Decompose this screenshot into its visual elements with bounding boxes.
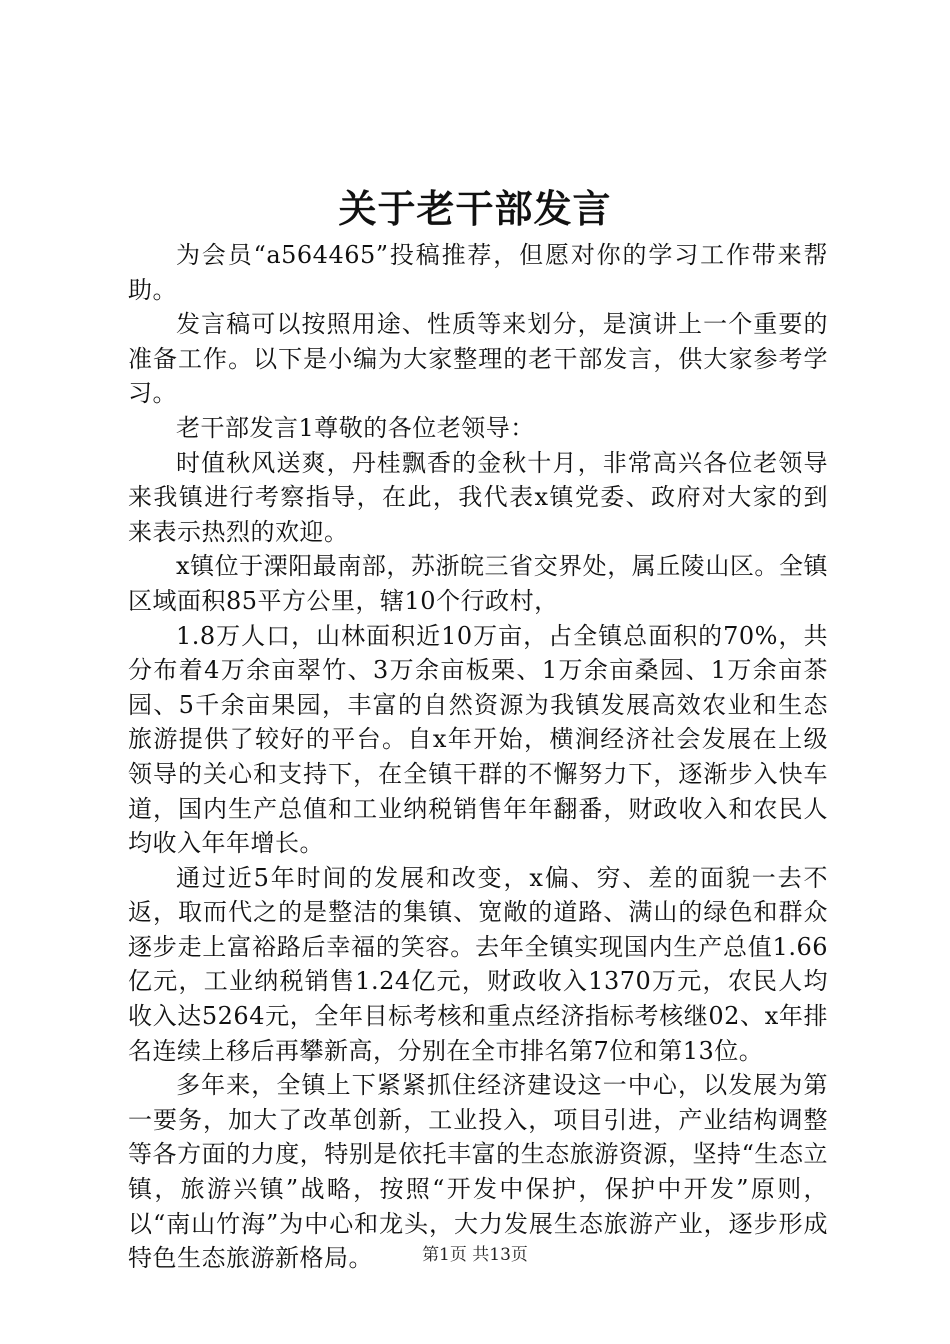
paragraph-7: 通过近5年时间的发展和改变，x偏、穷、差的面貌一去不返，取而代之的是整洁的集镇、宽敞的道路、满山的绿色和群众逐步走上富裕路后幸福的笑容。去年全镇实现国内生产总值1.66亿元，工业纳税销售1.24亿元，财政收入1370万元，农民人均收入达5264元，全年目标考核和重点经济指标考核继02、x年排名连续上移后再攀新高，分别在全市排名第7位和第13位。 (128, 863, 828, 1065)
document-body (128, 238, 828, 1276)
paragraph-2: 发言稿可以按照用途、性质等来划分，是演讲上一个重要的准备工作。以下是小编为大家整理的老干部发言，供大家参考学习。 (128, 310, 828, 408)
document-title: 关于老干部发言 (338, 186, 612, 231)
paragraph-5: x镇位于溧阳最南部，苏浙皖三省交界处，属丘陵山区。全镇区域面积85平方公里，辖10个行政村， (128, 552, 828, 615)
paragraph-8: 多年来，全镇上下紧紧抓住经济建设这一中心，以发展为第一要务，加大了改革创新，工业投入，项目引进，产业结构调整等各方面的力度，特别是依托丰富的生态旅游资源，坚持“生态立镇，旅游兴镇”战略，按照“开发中保护，保护中开发”原则，以“南山竹海”为中心和龙头，大力发展生态旅游产业，逐步形成特色生态旅游新格局。 (128, 1071, 828, 1273)
paragraph-1: 为会员“a564465”投稿推荐，但愿对你的学习工作带来帮助。 (128, 241, 828, 304)
page-footer: 第1页 共13页 (422, 1245, 528, 1265)
paragraph-4: 时值秋风送爽，丹桂飘香的金秋十月，非常高兴各位老领导来我镇进行考察指导，在此，我代表x镇党委、政府对大家的到来表示热烈的欢迎。 (128, 448, 828, 546)
paragraph-6: 1.8万人口，山林面积近10万亩，占全镇总面积的70%，共分布着4万余亩翠竹、3万余亩板栗、1万余亩桑园、1万余亩茶园、5千余亩果园，丰富的自然资源为我镇发展高效农业和生态旅游提供了较好的平台。自x年开始，横涧经济社会发展在上级领导的关心和支持下，在全镇干群的不懈努力下，逐渐步入快车道，国内生产总值和工业纳税销售年年翻番，财政收入和农民人均收入年年增长。 (128, 621, 828, 858)
paragraph-3: 老干部发言1尊敬的各位老领导： (176, 413, 535, 442)
